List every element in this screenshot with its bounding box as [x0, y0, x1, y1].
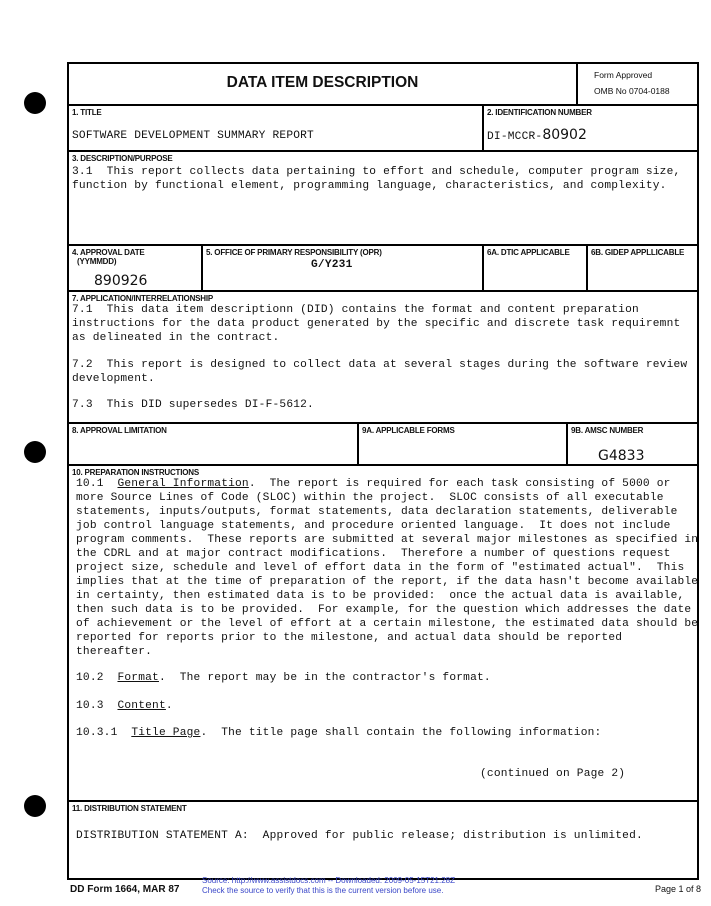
description-line-2: function by functional element, programming language, characteristics, and complexity.: [72, 180, 667, 192]
verify-note: Check the source to verify that this is the current version before use.: [202, 886, 444, 895]
application-line: instructions for the data product generated by the specific and discrete task requiremnt: [72, 318, 681, 330]
binder-hole-middle: [24, 441, 46, 463]
amsc-number-label: 9B. AMSC NUMBER: [571, 426, 644, 435]
paragraph-10-3-1: 10.3.1 Title Page. The title page shall contain the following information:: [76, 727, 602, 739]
distribution-statement-label: 11. DISTRIBUTION STATEMENT: [72, 804, 187, 813]
distribution-statement: DISTRIBUTION STATEMENT A: Approved for public release; distribution is unlimited.: [76, 830, 643, 842]
identification-number-label: 2. IDENTIFICATION NUMBER: [487, 108, 592, 117]
form-identifier: DD Form 1664, MAR 87: [70, 884, 180, 895]
dtic-applicable-label: 6A. DTIC APPLICABLE: [487, 248, 570, 257]
content-heading: Content: [117, 700, 166, 712]
binder-hole-bottom: [24, 795, 46, 817]
form-header: [69, 64, 697, 104]
paragraph-line: the CDRL and at major contract modifications. Therefore a number of questions request: [76, 548, 671, 560]
paragraph-line: in certainty, then estimated data is to be provided: once the actual data is available,: [76, 590, 685, 602]
paragraph-10-2: 10.2 Format. The report may be in the contractor's format.: [76, 672, 491, 684]
paragraph-line: of achievement or the level of effort at a certain milestone, the estimated data should be: [76, 618, 699, 630]
row-limitation: [69, 422, 697, 464]
identification-prefix: DI-MCCR-: [487, 131, 543, 143]
general-information-heading: General Information: [117, 478, 249, 490]
applicable-forms-label: 9A. APPLICABLE FORMS: [362, 426, 455, 435]
page-number: Page 1 of 8: [654, 884, 701, 894]
application-line: 7.3 This DID supersedes DI-F-5612.: [72, 399, 314, 411]
continued-note: (continued on Page 2): [480, 768, 626, 780]
row-description: [69, 150, 697, 244]
opr-value: G/Y231: [311, 259, 353, 271]
paragraph-line: program comments. These reports are submitted at several major milestones as specified in: [76, 534, 699, 546]
paragraph-line: then such data is to be provided. For example, for the question which addresses the date: [76, 604, 692, 616]
form-title: DATA ITEM DESCRIPTION: [226, 74, 419, 91]
paragraph-line: implies that at the time of preparation of the report, if the data hasn't become available: [76, 576, 699, 588]
preparation-instructions-label: 10. PREPARATION INSTRUCTIONS: [72, 468, 200, 477]
document-title: SOFTWARE DEVELOPMENT SUMMARY REPORT: [72, 130, 314, 142]
amsc-number: G4833: [598, 448, 645, 464]
application-line: 7.2 This report is designed to collect data at several stages during the software review: [72, 359, 688, 371]
paragraph-line: statements, inputs/outputs, format statements, data declaration statements, deliverable: [76, 506, 678, 518]
row-application: [69, 290, 697, 422]
binder-hole-top: [24, 92, 46, 114]
form-approved-label: Form Approved: [594, 70, 653, 80]
row-distribution: [69, 800, 697, 880]
approval-limitation-label: 8. APPROVAL LIMITATION: [72, 426, 167, 435]
row-approval: [69, 244, 697, 290]
description-line-1: 3.1 This report collects data pertaining to effort and schedule, computer program size,: [72, 166, 681, 178]
opr-label: 5. OFFICE OF PRIMARY RESPONSIBILITY (OPR): [206, 248, 382, 257]
approval-date-label: 4. APPROVAL DATE: [72, 248, 145, 257]
row-title: [69, 104, 697, 150]
approval-date: 890926: [94, 273, 148, 289]
paragraph-line: project size, schedule and level of effort data in the form of "estimated actual". This: [76, 562, 685, 574]
omb-number: OMB No 0704-0188: [594, 86, 670, 96]
description-label: 3. DESCRIPTION/PURPOSE: [72, 154, 173, 163]
paragraph-10-1-first-line: 10.1 General Information. The report is required for each task consisting of 5000 or: [76, 478, 671, 490]
approval-date-format: (YYMMDD): [77, 257, 117, 266]
paragraph-line: reported for reports prior to the milestone, and actual data should be reported: [76, 632, 623, 644]
paragraph-10-3: 10.3 Content.: [76, 700, 173, 712]
row-preparation-instructions: [69, 464, 697, 800]
identification-number: 80902: [542, 127, 587, 143]
application-line: development.: [72, 373, 155, 385]
data-item-description-form: [67, 62, 699, 880]
paragraph-line: thereafter.: [76, 646, 153, 658]
source-note: Source: http://www.assistdocs.com -- Downloaded: 2009-05-15T21:28Z: [202, 876, 456, 885]
title-label: 1. TITLE: [72, 108, 102, 117]
gidep-applicable-label: 6B. GIDEP APPLLICABLE: [591, 248, 685, 257]
title-page-heading: Title Page: [131, 727, 201, 739]
paragraph-line: job control language statements, and procedure oriented language. It does not include: [76, 520, 671, 532]
application-line: 7.1 This data item descriptionn (DID) contains the format and content preparation: [72, 304, 639, 316]
format-heading: Format: [117, 672, 159, 684]
application-label: 7. APPLICATION/INTERRELATIONSHIP: [72, 294, 214, 303]
application-line: as delineated in the contract.: [72, 332, 280, 344]
paragraph-line: more Source Lines of Code (SLOC) within the project. SLOC consists of all executable: [76, 492, 664, 504]
